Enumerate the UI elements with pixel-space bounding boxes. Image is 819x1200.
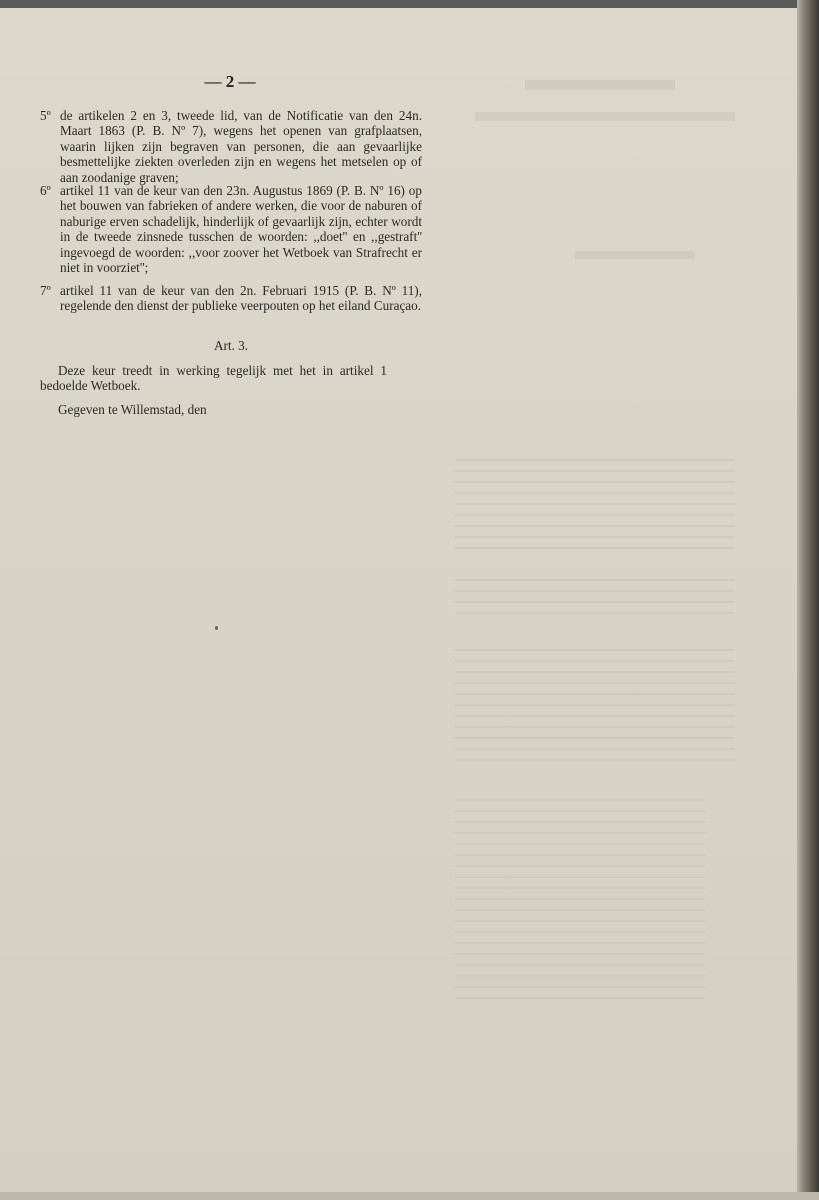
list-item-6 [40,183,422,275]
list-item-number: 6º [40,183,51,198]
given-at-line: Gegeven te Willemstad, den [58,402,207,417]
bleed-through-texture [455,62,755,822]
scan-speck [215,626,218,630]
list-item-number: 5º [40,108,51,123]
list-item-7 [40,283,422,314]
article-heading: Art. 3. [213,338,249,353]
scan-border-top [0,0,819,8]
scan-border-bottom [0,1192,819,1200]
scan-border-right [797,0,819,1200]
page-number: — 2 — [204,72,256,91]
list-item-text: artikel 11 van de keur van den 23n. Augustus 1869 (P. B. Nº 16) op het bouwen van fabrieken of andere werken, die voor de naburen of naburige erven schadelijk, hinderlijk of gevaarlijk zijn, echter wordt in de tweede zinsnede tusschen de woorden: ,,doet'' en ,,gestraft'' ingevoegd de woorden: ,,voor zoover het Wetboek van Strafrecht er niet in voorziet''; [60,183,422,276]
list-item-5 [40,108,422,185]
list-item-number: 7º [40,283,51,298]
list-item-text: artikel 11 van de keur van den 2n. Februari 1915 (P. B. Nº 11), regelende den dienst der publieke veerpouten op het eiland Curaçao. [60,283,422,314]
list-item-text: de artikelen 2 en 3, tweede lid, van de Notificatie van den 24n. Maart 1863 (P. B. Nº 7), wegens het openen van grafplaatsen, waarin lijken zijn begraven van personen, die aan gevaarlijke besmettelijke ziekten overleden zijn en wegens het metselen op of aan zoodanige graven; [60,108,422,185]
article-paragraph: Deze keur treedt in werking tegelijk met het in artikel 1 bedoelde Wetboek. [40,363,387,394]
